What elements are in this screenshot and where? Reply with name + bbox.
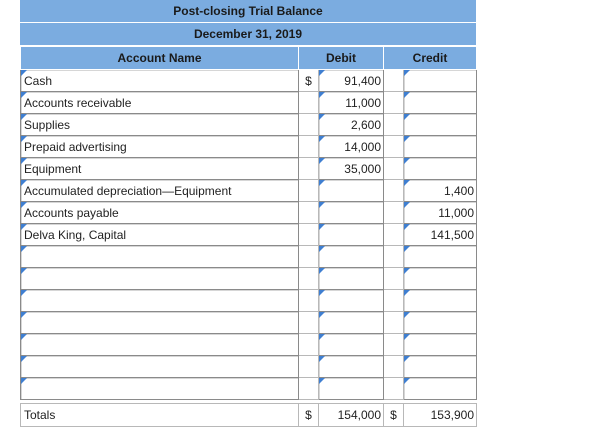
cell-indicator-icon bbox=[319, 70, 325, 76]
credit-currency-cell bbox=[384, 378, 404, 400]
credit-amount-cell[interactable] bbox=[404, 312, 477, 334]
table-row bbox=[21, 70, 477, 92]
table-row bbox=[21, 136, 477, 158]
cell-value: Delva King, Capital bbox=[24, 227, 127, 242]
credit-header: Credit bbox=[384, 47, 477, 70]
cell-indicator-icon bbox=[21, 246, 27, 252]
debit-currency-cell bbox=[299, 312, 319, 334]
trial-balance-worksheet bbox=[20, 0, 476, 427]
cell-indicator-icon bbox=[21, 312, 27, 318]
debit-currency-cell bbox=[299, 114, 319, 136]
cell-value: 14,000 bbox=[344, 139, 381, 154]
cell-value: Prepaid advertising bbox=[24, 139, 127, 154]
table-row bbox=[21, 180, 477, 202]
totals-label: Totals bbox=[21, 404, 299, 427]
credit-currency-cell bbox=[384, 136, 404, 158]
cell-value: Accumulated depreciation—Equipment bbox=[24, 183, 232, 198]
cell-indicator-icon bbox=[319, 202, 325, 208]
credit-amount-cell[interactable] bbox=[404, 114, 477, 136]
credit-currency-cell bbox=[384, 202, 404, 224]
cell-indicator-icon bbox=[404, 158, 410, 164]
debit-currency-cell bbox=[299, 180, 319, 202]
debit-amount-cell[interactable] bbox=[319, 136, 384, 158]
account-name-cell[interactable] bbox=[21, 70, 299, 92]
totals-debit-currency: $ bbox=[299, 404, 319, 427]
cell-indicator-icon bbox=[319, 334, 325, 340]
worksheet-title: Post-closing Trial Balance bbox=[20, 0, 476, 23]
debit-currency-cell bbox=[299, 92, 319, 114]
credit-amount-cell[interactable] bbox=[404, 180, 477, 202]
cell-indicator-icon bbox=[21, 70, 27, 76]
debit-header: Debit bbox=[299, 47, 384, 70]
cell-indicator-icon bbox=[319, 114, 325, 120]
account-name-cell[interactable] bbox=[21, 312, 299, 334]
debit-amount-cell[interactable] bbox=[319, 334, 384, 356]
debit-currency-cell bbox=[299, 202, 319, 224]
debit-currency-cell bbox=[299, 246, 319, 268]
cell-value: Cash bbox=[24, 73, 53, 88]
trial-balance-table bbox=[20, 46, 477, 427]
cell-indicator-icon bbox=[404, 202, 410, 208]
credit-currency-cell bbox=[384, 268, 404, 290]
credit-currency-cell bbox=[384, 92, 404, 114]
debit-amount-cell[interactable] bbox=[319, 356, 384, 378]
debit-amount-cell[interactable] bbox=[319, 70, 384, 92]
table-row bbox=[21, 114, 477, 136]
cell-indicator-icon bbox=[21, 136, 27, 142]
cell-indicator-icon bbox=[319, 356, 325, 362]
account-name-cell[interactable] bbox=[21, 180, 299, 202]
table-row bbox=[21, 312, 477, 334]
cell-value: Supplies bbox=[24, 117, 71, 132]
cell-indicator-icon bbox=[21, 158, 27, 164]
debit-amount-cell[interactable] bbox=[319, 180, 384, 202]
credit-amount-cell[interactable] bbox=[404, 356, 477, 378]
debit-amount-cell[interactable] bbox=[319, 290, 384, 312]
credit-currency-cell bbox=[384, 114, 404, 136]
cell-value: 141,500 bbox=[430, 227, 475, 242]
cell-indicator-icon bbox=[21, 356, 27, 362]
credit-amount-cell[interactable] bbox=[404, 290, 477, 312]
table-row bbox=[21, 378, 477, 400]
cell-indicator-icon bbox=[319, 246, 325, 252]
cell-indicator-icon bbox=[319, 136, 325, 142]
debit-amount-cell[interactable] bbox=[319, 224, 384, 246]
worksheet-date: December 31, 2019 bbox=[20, 23, 476, 46]
cell-indicator-icon bbox=[404, 70, 410, 76]
debit-amount-cell[interactable] bbox=[319, 268, 384, 290]
table-row bbox=[21, 224, 477, 246]
cell-value: 11,000 bbox=[438, 205, 475, 220]
debit-amount-cell[interactable] bbox=[319, 378, 384, 400]
cell-value: 35,000 bbox=[344, 161, 381, 176]
credit-currency-cell bbox=[384, 312, 404, 334]
cell-indicator-icon bbox=[21, 180, 27, 186]
cell-value: 2,600 bbox=[350, 117, 381, 132]
column-header-row bbox=[21, 47, 477, 70]
credit-currency-cell bbox=[384, 158, 404, 180]
credit-amount-cell[interactable] bbox=[404, 334, 477, 356]
cell-indicator-icon bbox=[21, 224, 27, 230]
cell-indicator-icon bbox=[21, 202, 27, 208]
account-name-header: Account Name bbox=[21, 47, 299, 70]
cell-indicator-icon bbox=[404, 356, 410, 362]
cell-indicator-icon bbox=[319, 224, 325, 230]
credit-currency-cell bbox=[384, 246, 404, 268]
table-row bbox=[21, 202, 477, 224]
debit-currency-cell bbox=[299, 224, 319, 246]
cell-indicator-icon bbox=[319, 92, 325, 98]
debit-amount-cell[interactable] bbox=[319, 246, 384, 268]
cell-indicator-icon bbox=[21, 268, 27, 274]
totals-credit-currency: $ bbox=[384, 404, 404, 427]
table-row bbox=[21, 158, 477, 180]
account-name-cell[interactable] bbox=[21, 92, 299, 114]
account-name-cell[interactable] bbox=[21, 268, 299, 290]
debit-amount-cell[interactable] bbox=[319, 158, 384, 180]
cell-indicator-icon bbox=[319, 268, 325, 274]
cell-indicator-icon bbox=[21, 290, 27, 296]
table-row bbox=[21, 290, 477, 312]
cell-indicator-icon bbox=[404, 224, 410, 230]
cell-indicator-icon bbox=[21, 114, 27, 120]
debit-amount-cell[interactable] bbox=[319, 312, 384, 334]
account-name-cell[interactable] bbox=[21, 290, 299, 312]
cell-value: Accounts receivable bbox=[24, 95, 132, 110]
cell-value: Equipment bbox=[24, 161, 82, 176]
account-name-cell[interactable] bbox=[21, 356, 299, 378]
account-name-cell[interactable] bbox=[21, 246, 299, 268]
credit-amount-cell[interactable] bbox=[404, 246, 477, 268]
table-row bbox=[21, 268, 477, 290]
debit-currency-cell bbox=[299, 378, 319, 400]
cell-value: 11,000 bbox=[345, 95, 381, 110]
cell-value: 1,400 bbox=[443, 183, 475, 198]
cell-indicator-icon bbox=[404, 92, 410, 98]
cell-indicator-icon bbox=[21, 378, 27, 384]
credit-currency-cell bbox=[384, 334, 404, 356]
credit-currency-cell bbox=[384, 356, 404, 378]
cell-indicator-icon bbox=[404, 246, 410, 252]
credit-currency-cell bbox=[384, 224, 404, 246]
account-name-cell[interactable] bbox=[21, 136, 299, 158]
credit-amount-cell[interactable] bbox=[404, 70, 477, 92]
credit-amount-cell[interactable] bbox=[404, 136, 477, 158]
table-row bbox=[21, 356, 477, 378]
credit-amount-cell[interactable] bbox=[404, 202, 477, 224]
cell-indicator-icon bbox=[319, 290, 325, 296]
cell-indicator-icon bbox=[404, 378, 410, 384]
totals-credit-amount: 153,900 bbox=[404, 404, 477, 427]
debit-currency-cell: $ bbox=[299, 70, 319, 92]
cell-indicator-icon bbox=[404, 180, 410, 186]
cell-indicator-icon bbox=[404, 334, 410, 340]
credit-amount-cell[interactable] bbox=[404, 268, 477, 290]
credit-amount-cell[interactable] bbox=[404, 92, 477, 114]
cell-indicator-icon bbox=[404, 312, 410, 318]
debit-currency-cell bbox=[299, 158, 319, 180]
debit-currency-cell bbox=[299, 136, 319, 158]
account-name-cell[interactable] bbox=[21, 158, 299, 180]
account-name-cell[interactable] bbox=[21, 224, 299, 246]
credit-currency-cell bbox=[384, 70, 404, 92]
cell-indicator-icon bbox=[319, 158, 325, 164]
cell-value: 91,400 bbox=[344, 73, 381, 88]
cell-value: Accounts payable bbox=[24, 205, 119, 220]
account-name-cell[interactable] bbox=[21, 334, 299, 356]
totals-debit-amount: 154,000 bbox=[319, 404, 384, 427]
cell-indicator-icon bbox=[319, 378, 325, 384]
debit-currency-cell bbox=[299, 268, 319, 290]
cell-indicator-icon bbox=[319, 312, 325, 318]
table-row bbox=[21, 334, 477, 356]
cell-indicator-icon bbox=[404, 136, 410, 142]
cell-indicator-icon bbox=[404, 290, 410, 296]
credit-currency-cell bbox=[384, 290, 404, 312]
cell-indicator-icon bbox=[21, 92, 27, 98]
account-name-cell[interactable] bbox=[21, 378, 299, 400]
debit-currency-cell bbox=[299, 334, 319, 356]
credit-currency-cell bbox=[384, 180, 404, 202]
debit-amount-cell[interactable] bbox=[319, 92, 384, 114]
totals-row bbox=[21, 404, 477, 427]
credit-amount-cell[interactable] bbox=[404, 224, 477, 246]
cell-indicator-icon bbox=[404, 268, 410, 274]
debit-amount-cell[interactable] bbox=[319, 114, 384, 136]
cell-indicator-icon bbox=[21, 334, 27, 340]
debit-currency-cell bbox=[299, 356, 319, 378]
table-row bbox=[21, 246, 477, 268]
debit-currency-cell bbox=[299, 290, 319, 312]
cell-indicator-icon bbox=[319, 180, 325, 186]
account-name-cell[interactable] bbox=[21, 114, 299, 136]
credit-amount-cell[interactable] bbox=[404, 158, 477, 180]
debit-amount-cell[interactable] bbox=[319, 202, 384, 224]
account-name-cell[interactable] bbox=[21, 202, 299, 224]
cell-indicator-icon bbox=[404, 114, 410, 120]
credit-amount-cell[interactable] bbox=[404, 378, 477, 400]
table-row bbox=[21, 92, 477, 114]
